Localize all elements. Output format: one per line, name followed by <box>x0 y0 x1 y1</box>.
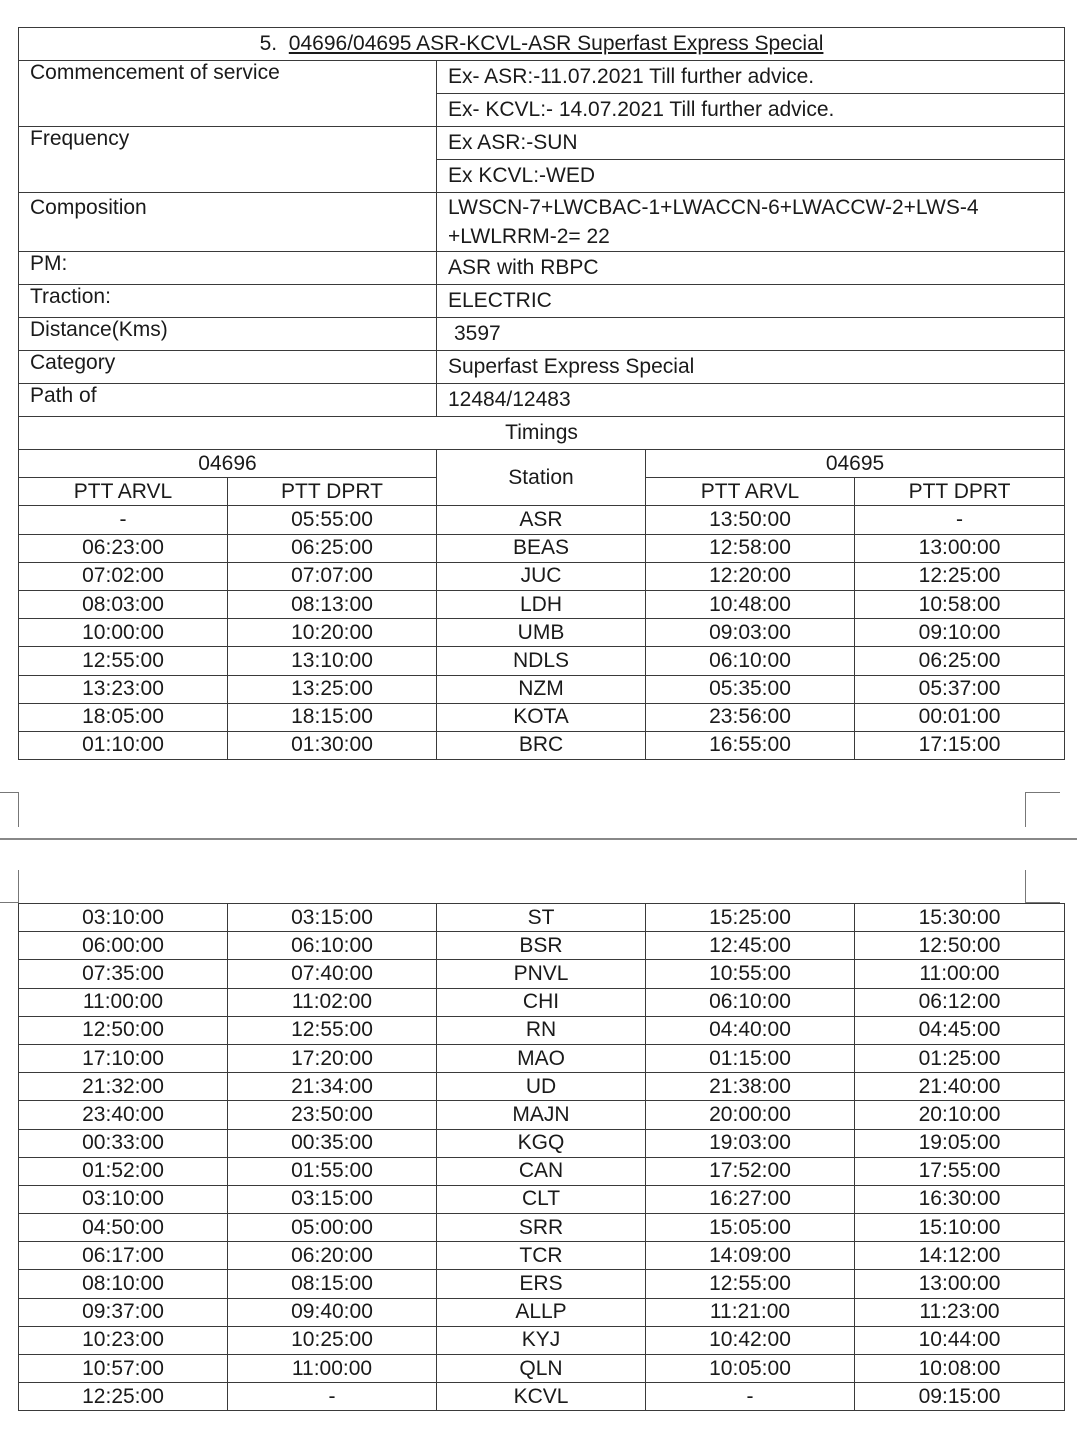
arvl-04695: 06:10:00 <box>646 988 855 1016</box>
title-number: 5. <box>259 32 278 55</box>
table-row <box>19 506 1065 534</box>
arvl-04695: 17:52:00 <box>646 1157 855 1185</box>
dprt-04695: 06:25:00 <box>855 647 1065 675</box>
timings-heading: Timings <box>19 417 1065 450</box>
train-04695-header: 04695 <box>646 450 1065 478</box>
table-row <box>19 1157 1065 1185</box>
arvl-04696: 11:00:00 <box>19 988 228 1016</box>
arvl-04695: 16:27:00 <box>646 1185 855 1213</box>
arvl-04696: 07:02:00 <box>19 562 228 590</box>
station-code: MAO <box>437 1044 646 1072</box>
dprt-04696: 11:00:00 <box>228 1355 437 1383</box>
arvl-04696: 21:32:00 <box>19 1073 228 1101</box>
dprt-04696: 21:34:00 <box>228 1073 437 1101</box>
station-code: NZM <box>437 675 646 703</box>
dprt-04696: 03:15:00 <box>228 904 437 932</box>
dprt-04696: 13:10:00 <box>228 647 437 675</box>
arvl-04696: 06:00:00 <box>19 932 228 960</box>
station-code: BEAS <box>437 534 646 562</box>
arvl-04696: 06:17:00 <box>19 1242 228 1270</box>
dprt-04695: 09:15:00 <box>855 1383 1065 1411</box>
table-row <box>19 960 1065 988</box>
station-code: CLT <box>437 1185 646 1213</box>
station-code: SRR <box>437 1214 646 1242</box>
dprt-04695: 11:00:00 <box>855 960 1065 988</box>
dprt-04696: 06:10:00 <box>228 932 437 960</box>
dprt-04695: 00:01:00 <box>855 703 1065 731</box>
composition-label: Composition <box>19 193 437 252</box>
arvl-04695: 01:15:00 <box>646 1044 855 1072</box>
station-code: RN <box>437 1016 646 1044</box>
arvl-04695: 13:50:00 <box>646 506 855 534</box>
station-code: UD <box>437 1073 646 1101</box>
arvl-04695: 23:56:00 <box>646 703 855 731</box>
table-row <box>19 1101 1065 1129</box>
arvl-04695: 14:09:00 <box>646 1242 855 1270</box>
arvl-04696: 13:23:00 <box>19 675 228 703</box>
dprt-04695: 12:25:00 <box>855 562 1065 590</box>
dprt-04695: 06:12:00 <box>855 988 1065 1016</box>
table-row <box>19 1298 1065 1326</box>
arvl-04696: 09:37:00 <box>19 1298 228 1326</box>
dprt-04696: 11:02:00 <box>228 988 437 1016</box>
arvl-04695: 12:58:00 <box>646 534 855 562</box>
station-code: NDLS <box>437 647 646 675</box>
arvl-04696: 06:23:00 <box>19 534 228 562</box>
table-row <box>19 1355 1065 1383</box>
arvl-04696: 10:00:00 <box>19 619 228 647</box>
traction-label: Traction: <box>19 285 437 318</box>
arvl-04696: 08:10:00 <box>19 1270 228 1298</box>
table-row <box>19 1270 1065 1298</box>
dprt-header-04696: PTT DPRT <box>228 478 437 506</box>
table-row <box>19 904 1065 932</box>
dprt-04696: 06:25:00 <box>228 534 437 562</box>
arvl-04695: 10:55:00 <box>646 960 855 988</box>
station-code: MAJN <box>437 1101 646 1129</box>
dprt-04696: 10:20:00 <box>228 619 437 647</box>
frequency-asr: Ex ASR:-SUN <box>437 127 1065 160</box>
dprt-04696: 05:00:00 <box>228 1214 437 1242</box>
arvl-04695: 12:55:00 <box>646 1270 855 1298</box>
arvl-04695: 10:42:00 <box>646 1326 855 1354</box>
table-row <box>19 1044 1065 1072</box>
train-04696-header: 04696 <box>19 450 437 478</box>
dprt-04695: 15:10:00 <box>855 1214 1065 1242</box>
table-row <box>19 675 1065 703</box>
dprt-04695: 13:00:00 <box>855 1270 1065 1298</box>
arvl-04695: 15:05:00 <box>646 1214 855 1242</box>
table-row <box>19 1073 1065 1101</box>
arvl-04695: 15:25:00 <box>646 904 855 932</box>
station-code: PNVL <box>437 960 646 988</box>
arvl-04696: 04:50:00 <box>19 1214 228 1242</box>
arvl-04696: 01:52:00 <box>19 1157 228 1185</box>
page-corner-mark <box>0 870 19 903</box>
station-code: UMB <box>437 619 646 647</box>
arvl-04696: 12:25:00 <box>19 1383 228 1411</box>
table-row <box>19 731 1065 759</box>
arvl-04696: 07:35:00 <box>19 960 228 988</box>
arvl-04695: 04:40:00 <box>646 1016 855 1044</box>
dprt-04695: 10:58:00 <box>855 590 1065 618</box>
arvl-04696: 03:10:00 <box>19 904 228 932</box>
arvl-04696: 10:23:00 <box>19 1326 228 1354</box>
train-info-table <box>18 27 1065 760</box>
timings-table-continued <box>18 903 1065 1411</box>
arvl-04695: 09:03:00 <box>646 619 855 647</box>
station-code: LDH <box>437 590 646 618</box>
arvl-04695: 12:45:00 <box>646 932 855 960</box>
arvl-04695: 11:21:00 <box>646 1298 855 1326</box>
dprt-04696: 01:30:00 <box>228 731 437 759</box>
dprt-04696: 08:15:00 <box>228 1270 437 1298</box>
dprt-04696: 09:40:00 <box>228 1298 437 1326</box>
arvl-header-04695: PTT ARVL <box>646 478 855 506</box>
distance-value: 3597 <box>437 318 1065 351</box>
arvl-04695: - <box>646 1383 855 1411</box>
table-row <box>19 1016 1065 1044</box>
dprt-04695: 21:40:00 <box>855 1073 1065 1101</box>
composition-line-1: LWSCN-7+LWCBAC-1+LWACCN-6+LWACCW-2+LWS-4 <box>448 196 979 219</box>
document-title <box>19 28 1065 61</box>
station-code: BSR <box>437 932 646 960</box>
dprt-04696: 05:55:00 <box>228 506 437 534</box>
arvl-04695: 10:48:00 <box>646 590 855 618</box>
table-row <box>19 1214 1065 1242</box>
dprt-04695: 13:00:00 <box>855 534 1065 562</box>
dprt-04695: 10:44:00 <box>855 1326 1065 1354</box>
dprt-04696: 17:20:00 <box>228 1044 437 1072</box>
station-code: BRC <box>437 731 646 759</box>
table-row <box>19 1185 1065 1213</box>
table-row <box>19 703 1065 731</box>
table-row <box>19 534 1065 562</box>
arvl-04696: - <box>19 506 228 534</box>
dprt-04696: 06:20:00 <box>228 1242 437 1270</box>
dprt-04695: 20:10:00 <box>855 1101 1065 1129</box>
arvl-04696: 12:55:00 <box>19 647 228 675</box>
dprt-04696: 03:15:00 <box>228 1185 437 1213</box>
composition-value <box>437 193 1065 252</box>
dprt-04696: 10:25:00 <box>228 1326 437 1354</box>
dprt-04695: 01:25:00 <box>855 1044 1065 1072</box>
arvl-04696: 23:40:00 <box>19 1101 228 1129</box>
arvl-04695: 19:03:00 <box>646 1129 855 1157</box>
distance-label: Distance(Kms) <box>19 318 437 351</box>
station-code: JUC <box>437 562 646 590</box>
dprt-04695: 10:08:00 <box>855 1355 1065 1383</box>
timings-rows-page2 <box>19 904 1065 1411</box>
table-row <box>19 1383 1065 1411</box>
dprt-04696: 00:35:00 <box>228 1129 437 1157</box>
dprt-04695: 14:12:00 <box>855 1242 1065 1270</box>
title-text: 04696/04695 ASR-KCVL-ASR Superfast Express Special <box>288 32 824 55</box>
category-value: Superfast Express Special <box>437 351 1065 384</box>
station-code: ALLP <box>437 1298 646 1326</box>
dprt-04696: - <box>228 1383 437 1411</box>
path-value: 12484/12483 <box>437 384 1065 417</box>
dprt-04695: 17:55:00 <box>855 1157 1065 1185</box>
table-row <box>19 590 1065 618</box>
dprt-04696: 12:55:00 <box>228 1016 437 1044</box>
station-code: KOTA <box>437 703 646 731</box>
station-code: CHI <box>437 988 646 1016</box>
frequency-label: Frequency <box>19 127 437 193</box>
arvl-04695: 16:55:00 <box>646 731 855 759</box>
dprt-04695: 15:30:00 <box>855 904 1065 932</box>
arvl-04695: 21:38:00 <box>646 1073 855 1101</box>
pm-label: PM: <box>19 252 437 285</box>
commencement-kcvl: Ex- KCVL:- 14.07.2021 Till further advice. <box>437 94 1065 127</box>
table-row <box>19 1326 1065 1354</box>
table-row <box>19 988 1065 1016</box>
arvl-04696: 01:10:00 <box>19 731 228 759</box>
arvl-04696: 18:05:00 <box>19 703 228 731</box>
dprt-04696: 07:07:00 <box>228 562 437 590</box>
page-corner-mark <box>0 792 19 827</box>
dprt-04695: 19:05:00 <box>855 1129 1065 1157</box>
arvl-header-04696: PTT ARVL <box>19 478 228 506</box>
dprt-header-04695: PTT DPRT <box>855 478 1065 506</box>
page-break-separator <box>0 838 1077 840</box>
arvl-04696: 12:50:00 <box>19 1016 228 1044</box>
dprt-04695: 11:23:00 <box>855 1298 1065 1326</box>
arvl-04696: 03:10:00 <box>19 1185 228 1213</box>
path-label: Path of <box>19 384 437 417</box>
dprt-04696: 01:55:00 <box>228 1157 437 1185</box>
dprt-04695: 17:15:00 <box>855 731 1065 759</box>
table-row <box>19 1242 1065 1270</box>
dprt-04695: 09:10:00 <box>855 619 1065 647</box>
dprt-04696: 18:15:00 <box>228 703 437 731</box>
arvl-04696: 08:03:00 <box>19 590 228 618</box>
station-code: CAN <box>437 1157 646 1185</box>
arvl-04695: 06:10:00 <box>646 647 855 675</box>
dprt-04695: 16:30:00 <box>855 1185 1065 1213</box>
arvl-04696: 17:10:00 <box>19 1044 228 1072</box>
station-code: ST <box>437 904 646 932</box>
station-code: ERS <box>437 1270 646 1298</box>
traction-value: ELECTRIC <box>437 285 1065 318</box>
station-code: KCVL <box>437 1383 646 1411</box>
category-label: Category <box>19 351 437 384</box>
composition-line-2: +LWLRRM-2= 22 <box>448 225 610 248</box>
arvl-04695: 12:20:00 <box>646 562 855 590</box>
timings-rows-page1 <box>19 506 1065 760</box>
table-row <box>19 562 1065 590</box>
station-code: KGQ <box>437 1129 646 1157</box>
table-row <box>19 1129 1065 1157</box>
station-header: Station <box>437 450 646 506</box>
page-corner-mark <box>1025 792 1060 827</box>
table-row <box>19 932 1065 960</box>
station-code: TCR <box>437 1242 646 1270</box>
arvl-04695: 20:00:00 <box>646 1101 855 1129</box>
dprt-04696: 13:25:00 <box>228 675 437 703</box>
dprt-04695: - <box>855 506 1065 534</box>
page-corner-mark <box>1025 870 1060 903</box>
arvl-04695: 10:05:00 <box>646 1355 855 1383</box>
station-code: QLN <box>437 1355 646 1383</box>
table-row <box>19 619 1065 647</box>
pm-value: ASR with RBPC <box>437 252 1065 285</box>
arvl-04696: 00:33:00 <box>19 1129 228 1157</box>
arvl-04695: 05:35:00 <box>646 675 855 703</box>
arvl-04696: 10:57:00 <box>19 1355 228 1383</box>
dprt-04695: 04:45:00 <box>855 1016 1065 1044</box>
table-row <box>19 647 1065 675</box>
frequency-kcvl: Ex KCVL:-WED <box>437 160 1065 193</box>
dprt-04695: 05:37:00 <box>855 675 1065 703</box>
commencement-asr: Ex- ASR:-11.07.2021 Till further advice. <box>437 61 1065 94</box>
dprt-04696: 23:50:00 <box>228 1101 437 1129</box>
station-code: KYJ <box>437 1326 646 1354</box>
station-code: ASR <box>437 506 646 534</box>
dprt-04696: 08:13:00 <box>228 590 437 618</box>
dprt-04696: 07:40:00 <box>228 960 437 988</box>
commencement-label: Commencement of service <box>19 61 437 127</box>
dprt-04695: 12:50:00 <box>855 932 1065 960</box>
